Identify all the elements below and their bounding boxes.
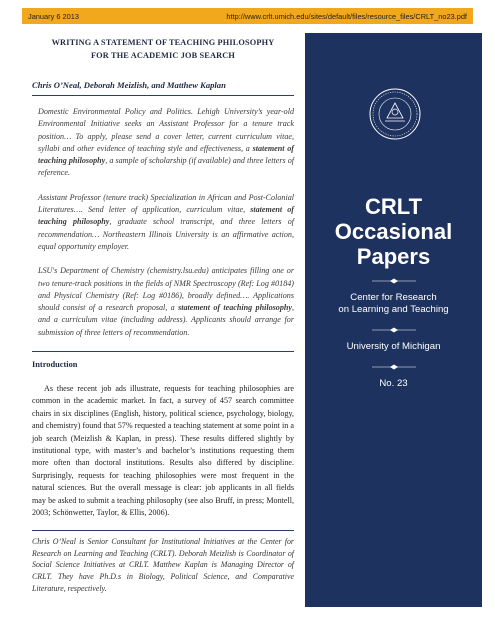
- job-ad-quotes: [32, 106, 294, 339]
- ornament-divider-icon: [372, 327, 416, 333]
- header-bar: [22, 8, 473, 24]
- header-date: January 6 2013: [28, 11, 79, 21]
- quote-emphasis: statement of teaching philosophy: [178, 303, 292, 313]
- quote-text: LSU's Department of Chemistry (chemistry.lsu.edu) anticipates filling one or two tenure-track positions in the fields of NMR Spectroscopy (Ref: Log #0184) and Physical Chemistry (Ref: Log #0186), broadly defined…. Applications should consist of a research proposal, a: [38, 266, 294, 313]
- divider: [32, 530, 294, 531]
- quote-text: , graduate school transcript, and three letters of recommendation… Northeastern Illinois University is an affirmative action, equal opportunity employer.: [38, 217, 294, 251]
- quote-text: Domestic Environmental Policy and Politics. Lehigh University’s year-old Environmental Initiative seeks an Assistant Professor for a tenure track position… To apply, please send a cover letter, current curriculum vitae, syllabi and other evidence of teaching style and effectiveness, a: [38, 107, 294, 153]
- quote-3: [38, 265, 294, 339]
- divider: [32, 95, 294, 96]
- title-line-1: WRITING A STATEMENT OF TEACHING PHILOSOPHY: [51, 38, 275, 47]
- sidebar-title-papers: Papers: [356, 244, 431, 269]
- quote-emphasis: statement of teaching philosophy: [38, 205, 294, 227]
- author-footnote: Chris O’Neal is Senior Consultant for Institutional Initiatives at the Center for Research on Learning and Teaching (CRLT). Deborah Meizlish is Coordinator of Social Science Initiatives at CRLT. Matthew Kaplan is Managing Director of CRLT. They have Ph.D.s in Biology, Political Science, and Comparative Literature, respectively.: [32, 536, 294, 593]
- article-column: [32, 36, 294, 595]
- sidebar-title-crlt: CRLT: [364, 194, 423, 219]
- intro-paragraph: As these recent job ads illustrate, requests for teaching philosophies are common in the academic market. In fact, a survey of 457 search committee chairs in six disciplines (English, history, political science, psychology, biology, and chemistry) found that 57% requested a teaching statement at some point in a job search (Meizlish & Kaplan, in press). These results differed slightly by institutional type, with master’s and bachelor’s institutions requesting them more often than doctoral institutions. Results also differed by discipline. Surprisingly, requests for teaching philosophies were most frequent in the natural sciences. But the overall message is clear: job applicants in all fields may be asked to submit a teaching philosophy (see also Bruff, in press; Montell, 2003; Schönwetter, Taylor, & Ellis, 2006).: [32, 384, 294, 518]
- quote-1: [38, 106, 294, 180]
- title-line-2: FOR THE ACADEMIC JOB SEARCH: [90, 51, 236, 60]
- authors: Chris O’Neal, Deborah Meizlish, and Matthew Kaplan: [32, 80, 226, 90]
- header-url[interactable]: http://www.crlt.umich.edu/sites/default/files/resource_files/CRLT_no23.pdf: [226, 11, 467, 21]
- center-name-line-1: Center for Research: [350, 292, 437, 303]
- center-name-line-2: on Learning and Teaching: [338, 304, 449, 315]
- divider: [32, 351, 294, 352]
- quote-text: , a sample of scholarship (if available) and three letters of reference.: [38, 156, 294, 178]
- quote-2: [38, 192, 294, 253]
- section-heading: Introduction: [32, 360, 78, 370]
- sidebar-panel: [305, 33, 482, 607]
- university-seal-icon: [369, 88, 421, 140]
- article-title: [32, 36, 294, 62]
- quote-text: , and a curriculum vitae (including address). Applicants should arrange for submission of three letters of recommendation.: [38, 303, 294, 337]
- quote-emphasis: statement of teaching philosophy: [38, 143, 294, 166]
- quote-text: Assistant Professor (tenure track) Specialization in African and Post-Colonial Literatures…. Send letter of application, curriculum vitae,: [38, 192, 294, 215]
- university-name: University of Michigan: [346, 341, 441, 352]
- issue-number: No. 23: [379, 378, 408, 389]
- ornament-divider-icon: [372, 278, 416, 284]
- ornament-divider-icon: [372, 364, 416, 370]
- sidebar-title-occasional: Occasional: [334, 219, 453, 244]
